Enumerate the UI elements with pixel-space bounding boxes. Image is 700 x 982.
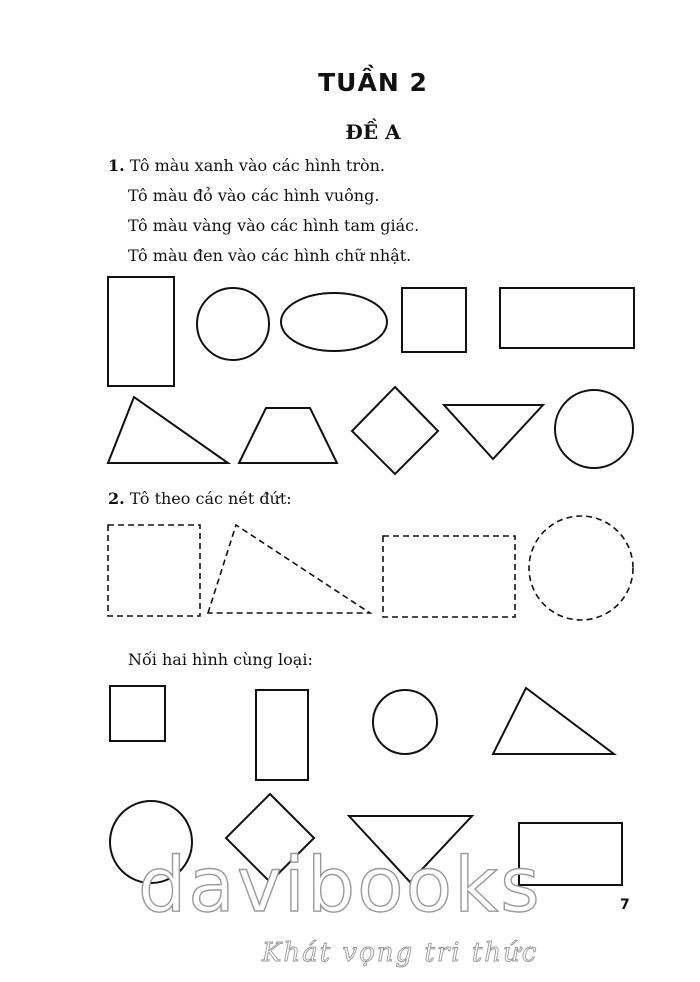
match-row1-rectangle xyxy=(256,690,308,780)
exercise-1-line-2: Tô màu đỏ vào các hình vuông. xyxy=(128,186,380,205)
dashed-circle xyxy=(529,516,633,620)
match-row1-triangle xyxy=(493,688,614,754)
exercise-1-number: 1. xyxy=(108,156,125,175)
watermark-slogan: Khát vọng tri thức xyxy=(262,938,539,968)
row2-trapezoid xyxy=(239,408,337,463)
dashed-rectangle xyxy=(383,536,515,617)
row2-circle xyxy=(555,390,633,468)
exercise-2-number: 2. xyxy=(108,489,125,508)
exercise-1-line-4: Tô màu đen vào các hình chữ nhật. xyxy=(128,246,412,265)
row1-ellipse xyxy=(281,293,387,351)
row1-square xyxy=(402,288,466,352)
dashed-triangle xyxy=(208,525,370,613)
page-subtitle: ĐỀ A xyxy=(345,120,401,144)
row1-circle xyxy=(197,288,269,360)
page-title: TUẦN 2 xyxy=(318,68,428,97)
row1-rectangle-tall xyxy=(108,277,174,386)
row1-rectangle-wide xyxy=(500,288,634,348)
exercise-2-instruction: Tô theo các nét đứt: xyxy=(129,489,292,508)
row2-diamond xyxy=(352,387,438,474)
match-row1-square xyxy=(110,686,165,741)
row2-triangle xyxy=(108,397,228,463)
exercise-1-line-3: Tô màu vàng vào các hình tam giác. xyxy=(128,216,420,235)
match-instruction: Nối hai hình cùng loại: xyxy=(128,650,313,669)
watermark-brand: davibooks xyxy=(138,840,542,929)
dashed-square xyxy=(108,525,200,616)
row2-triangle-inverted xyxy=(444,405,543,459)
page-number: 7 xyxy=(620,897,630,913)
match-row1-circle xyxy=(373,690,437,754)
exercise-1-text-1: Tô màu xanh vào các hình tròn. xyxy=(129,156,385,175)
